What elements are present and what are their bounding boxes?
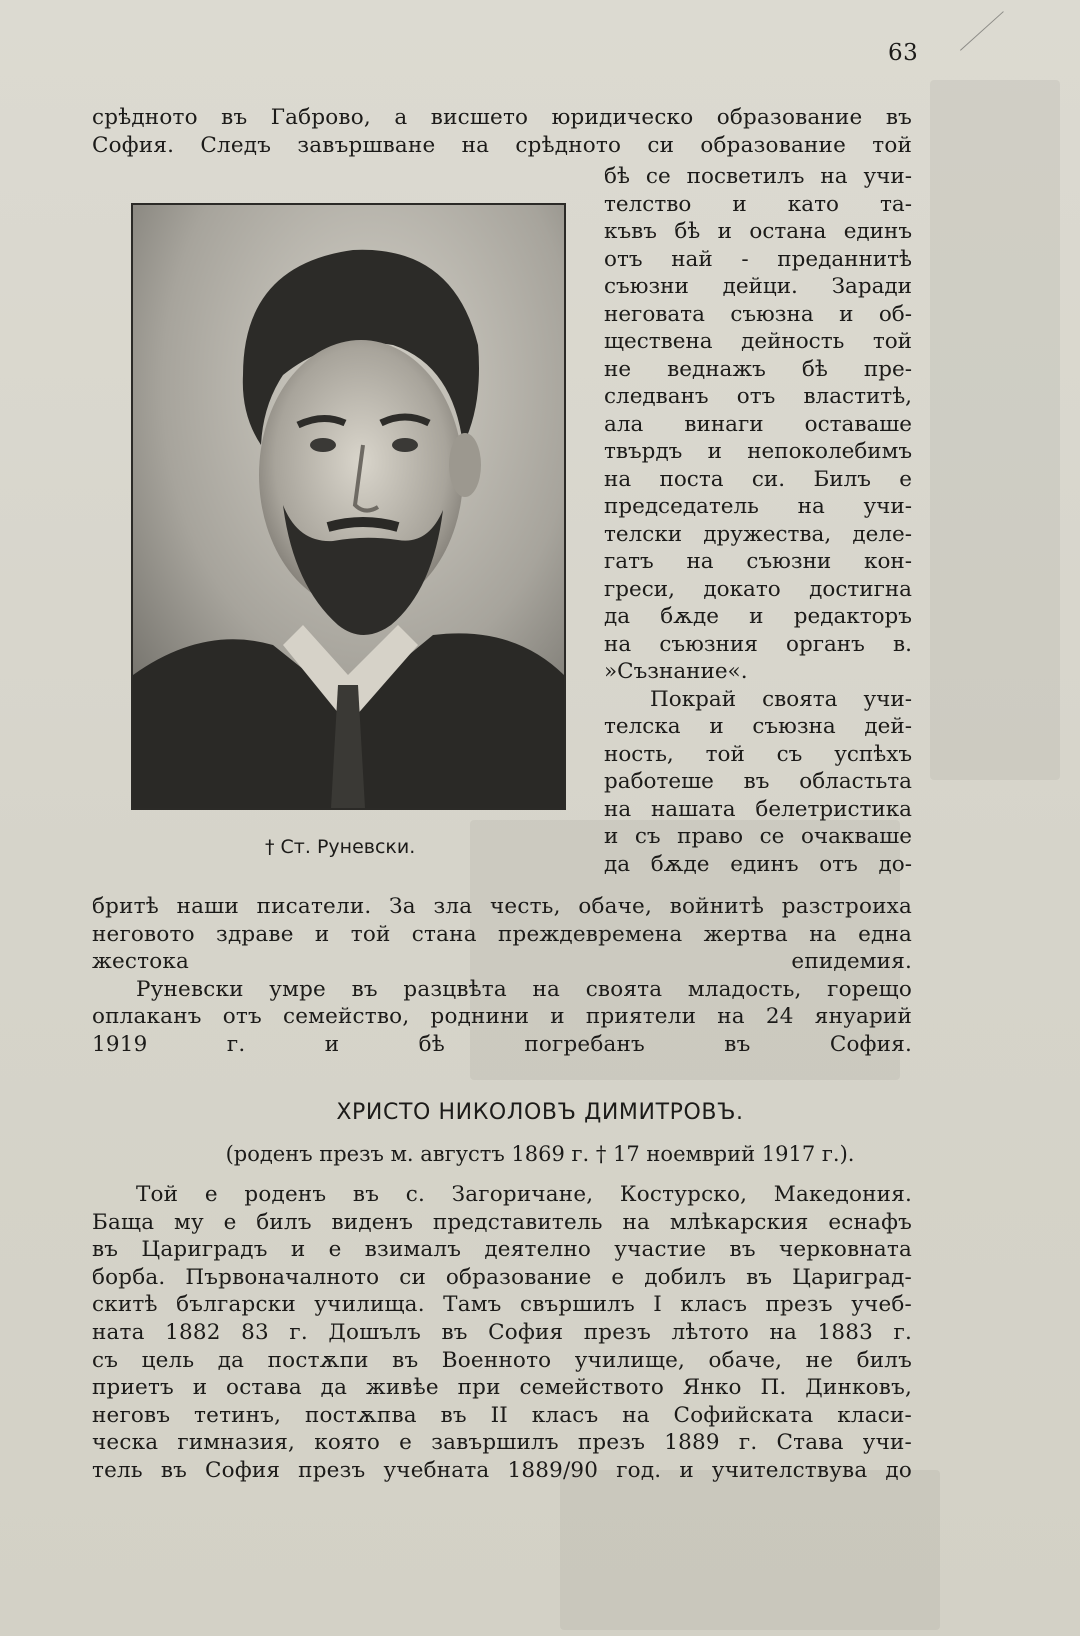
text-line: тель въ София презъ учебната 1889/90 год. и учителствува до xyxy=(92,1457,912,1483)
text-line: гатъ на съюзни кон- xyxy=(604,549,912,574)
text-line: на поста си. Билъ е xyxy=(604,466,912,492)
text-line: ность, той съ успѣхъ xyxy=(604,741,912,767)
text-line: Покрай своята учи- xyxy=(650,686,912,712)
portrait-photo xyxy=(131,203,566,810)
text-line: председатель на учи- xyxy=(604,494,912,519)
top-paragraph xyxy=(92,104,912,159)
photo-caption: † Ст. Руневски. xyxy=(265,836,416,858)
biography-paragraph xyxy=(92,1181,912,1485)
text-line: твърдъ и непоколебимъ xyxy=(604,439,912,464)
text-line: телска и съюзна дей- xyxy=(604,714,912,739)
text-line: »Съзнание«. xyxy=(604,659,748,684)
text-line: неговото здраве и той стана преждевремена жертва на една xyxy=(92,921,912,947)
text-line: на съюзния органъ в. xyxy=(604,631,912,657)
text-line: ната 1882 83 г. Дошълъ въ София презъ лѣтото на 1883 г. xyxy=(92,1319,912,1345)
show-through-bottom xyxy=(560,1470,940,1630)
portrait-drawing xyxy=(133,205,564,808)
text-line: ществена дейность той xyxy=(604,329,912,354)
text-line: следванъ отъ властитѣ, xyxy=(604,384,912,409)
text-line: работеше въ областьта xyxy=(604,769,912,794)
text-line: греси, докато достигна xyxy=(604,576,912,602)
text-line: къвъ бѣ и остана единъ xyxy=(604,219,912,244)
text-line: жестока епидемия. xyxy=(92,949,912,975)
text-line: София. Следъ завършване на срѣдното си образование той xyxy=(92,132,912,158)
text-line: бритѣ наши писатели. За зла честь, обаче, войнитѣ разстроиха xyxy=(92,894,912,919)
text-line: бѣ се посветилъ на учи- xyxy=(604,164,912,189)
text-line: на нашата белетристика xyxy=(604,796,912,822)
text-line: съюзни дейци. Заради xyxy=(604,274,912,299)
text-line: да бѫде и редакторъ xyxy=(604,604,912,629)
section-title: ХРИСТО НИКОЛОВЪ ДИМИТРОВЪ. xyxy=(336,1100,744,1125)
text-line: да бѫде единъ отъ до- xyxy=(604,851,912,877)
middle-paragraph xyxy=(92,893,912,1059)
text-line: Той е роденъ въ с. Загоричане, Костурско, Македония. xyxy=(136,1182,912,1207)
text-line: отъ най - преданнитѣ xyxy=(604,246,912,272)
text-line: телски дружества, деле- xyxy=(604,521,912,547)
text-line: въ Цариградъ и е взималъ деятелно участие въ черковната xyxy=(92,1237,912,1263)
text-line: ала винаги оставаше xyxy=(604,411,912,437)
text-line: неговъ тетинъ, постѫпва въ II класъ на Софийската класи- xyxy=(92,1402,912,1428)
text-line: не веднажъ бѣ пре- xyxy=(604,356,912,382)
text-line: приетъ и остава да живѣе при семейството Янко П. Динковъ, xyxy=(92,1375,912,1401)
text-line: ческа гимназия, която е завършилъ презъ 1889 г. Става учи- xyxy=(92,1430,912,1456)
page-number: 63 xyxy=(888,40,919,66)
text-line: Руневски умре въ разцвѣта на своята младость, горещо xyxy=(136,976,912,1002)
show-through-right xyxy=(930,80,1060,780)
text-line: телство и като та- xyxy=(604,191,912,217)
text-line: 1919 г. и бѣ погребанъ въ София. xyxy=(92,1031,912,1057)
text-line: срѣдното въ Габрово, а висшето юридическо образование въ xyxy=(92,105,912,130)
text-line: скитѣ български училища. Тамъ свършилъ I класъ презъ учеб- xyxy=(92,1292,912,1318)
section-subtitle: (роденъ презъ м. августъ 1869 г. † 17 ноемврий 1917 г.). xyxy=(225,1142,855,1166)
right-column-paragraph xyxy=(604,163,912,878)
text-line: съ цель да постѫпи въ Военното училище, обаче, не билъ xyxy=(92,1347,912,1373)
text-line: оплаканъ отъ семейство, роднини и приятели на 24 януарий xyxy=(92,1004,912,1030)
text-line: неговата съюзна и об- xyxy=(604,301,912,327)
text-line: и съ право се очакваше xyxy=(604,824,912,849)
text-line: борба. Първоначалното си образование е добилъ въ Цариград- xyxy=(92,1264,912,1290)
text-line: Баща му е билъ виденъ представитель на млѣкарския еснафъ xyxy=(92,1209,912,1235)
